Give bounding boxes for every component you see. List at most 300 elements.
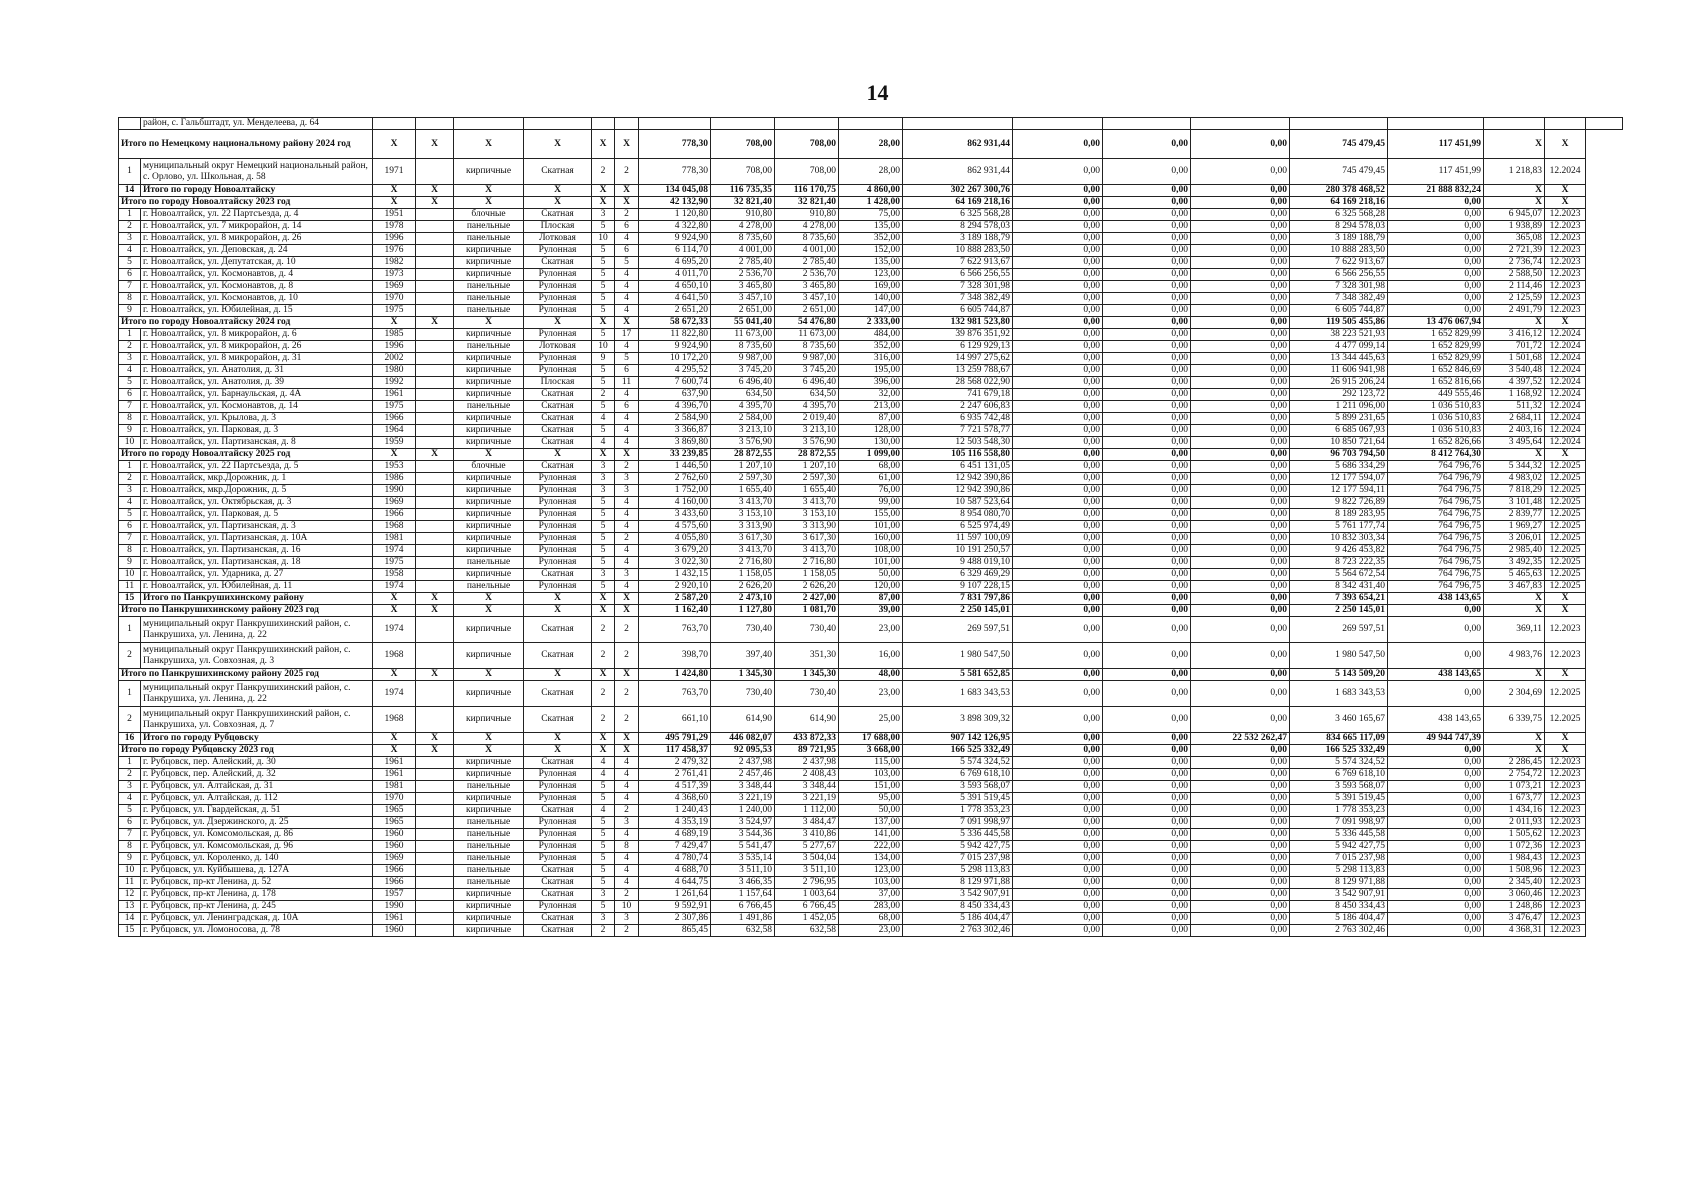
cell-col-16: 0,00	[1191, 757, 1290, 769]
cell-col-19: 511,32	[1484, 401, 1545, 413]
cell-col-8: X	[615, 317, 639, 329]
row-number: 5	[119, 509, 141, 521]
cell-col-5: X	[454, 593, 524, 605]
cell-col-3: 1970	[373, 793, 416, 805]
cell-col-7: 2	[592, 389, 615, 401]
cell-col-20: 12.2023	[1545, 925, 1586, 937]
cell-col-16: 0,00	[1191, 425, 1290, 437]
cell-col-4	[416, 805, 454, 817]
table-row	[119, 269, 1623, 281]
cell-col-4: X	[416, 185, 454, 197]
cell-col-14: 0,00	[1013, 533, 1103, 545]
cell-col-16: 0,00	[1191, 877, 1290, 889]
cell-col-3: 1982	[373, 257, 416, 269]
cell-col-13: 3 542 907,91	[903, 889, 1013, 901]
row-number: 2	[119, 769, 141, 781]
total-label: Итого по городу Рубцовску 2023 год	[119, 745, 373, 757]
cell-col-3: 1976	[373, 245, 416, 257]
cell-col-13: 12 503 548,30	[903, 437, 1013, 449]
cell-col-4	[416, 245, 454, 257]
cell-col-19: X	[1484, 449, 1545, 461]
cell-col-19: 1 984,43	[1484, 853, 1545, 865]
cell-col-19: 1 969,27	[1484, 521, 1545, 533]
cell-col-15: 0,00	[1103, 497, 1191, 509]
cell-col-8: 6	[615, 365, 639, 377]
cell-col-19: 1 168,92	[1484, 389, 1545, 401]
cell-col-15: 0,00	[1103, 389, 1191, 401]
cell-col-8: 4	[615, 853, 639, 865]
address-cell: муниципальный округ Панкрушихинский район, с. Панкрушиха, ул. Совхозная, д. 7	[141, 707, 373, 733]
cell-col-12: 50,00	[839, 569, 903, 581]
cell-col-18: 0,00	[1388, 745, 1484, 757]
cell-col-9: 4 695,20	[639, 257, 711, 269]
cell-col-17: 5 336 445,58	[1290, 829, 1388, 841]
cell-col-14: 0,00	[1013, 389, 1103, 401]
cell-col-17: 292 123,72	[1290, 389, 1388, 401]
cell-col-6: X	[524, 197, 592, 209]
row-number: 4	[119, 245, 141, 257]
table-row	[119, 341, 1623, 353]
cell-col-14: 0,00	[1013, 865, 1103, 877]
cell-col-7: X	[592, 449, 615, 461]
cell-col-13: 3 189 188,79	[903, 233, 1013, 245]
cell-col-4	[416, 461, 454, 473]
cell-col-20: X	[1545, 669, 1586, 681]
cell-col-5: кирпичные	[454, 707, 524, 733]
cell-col-20: 12.2023	[1545, 221, 1586, 233]
cell-col-19: 1 218,83	[1484, 159, 1545, 185]
cell-col-11: 6 496,40	[775, 377, 839, 389]
row-number: 2	[119, 221, 141, 233]
cell-col-8: 4	[615, 233, 639, 245]
row-number: 5	[119, 257, 141, 269]
cell-col-14: 0,00	[1013, 281, 1103, 293]
cell-col-12: 39,00	[839, 605, 903, 617]
cell-col-7	[592, 118, 615, 130]
cell-col-19: X	[1484, 317, 1545, 329]
cell-col-13: 5 298 113,83	[903, 865, 1013, 877]
cell-col-10: 3 153,10	[711, 509, 775, 521]
address-cell: г. Новоалтайск, ул. Парковая, д. 3	[141, 425, 373, 437]
cell-col-14: 0,00	[1013, 269, 1103, 281]
cell-col-17: 10 850 721,64	[1290, 437, 1388, 449]
cell-col-3: 1968	[373, 521, 416, 533]
cell-col-5: кирпичные	[454, 353, 524, 365]
cell-col-12: 95,00	[839, 793, 903, 805]
cell-col-14: 0,00	[1013, 509, 1103, 521]
cell-col-17: 7 348 382,49	[1290, 293, 1388, 305]
cell-col-5: кирпичные	[454, 437, 524, 449]
cell-col-8: 2	[615, 707, 639, 733]
table-row	[119, 485, 1623, 497]
address-cell: г. Рубцовск, ул. Куйбышева, д. 127А	[141, 865, 373, 877]
cell-col-8: 4	[615, 341, 639, 353]
cell-col-19: 2 114,46	[1484, 281, 1545, 293]
cell-col-16: 0,00	[1191, 317, 1290, 329]
cell-col-10: 3 466,35	[711, 877, 775, 889]
cell-col-11: 3 348,44	[775, 781, 839, 793]
cell-col-10: 632,58	[711, 925, 775, 937]
cell-col-18: 1 036 510,83	[1388, 413, 1484, 425]
cell-col-4	[416, 853, 454, 865]
table-row	[119, 425, 1623, 437]
cell-col-20: X	[1545, 449, 1586, 461]
cell-col-6: X	[524, 733, 592, 745]
cell-col-4	[416, 569, 454, 581]
cell-col-17: 6 605 744,87	[1290, 305, 1388, 317]
cell-col-14: 0,00	[1013, 377, 1103, 389]
cell-col-11: 2 437,98	[775, 757, 839, 769]
cell-col-20: 12.2025	[1545, 521, 1586, 533]
cell-col-16: 0,00	[1191, 769, 1290, 781]
cell-col-10: 1 345,30	[711, 669, 775, 681]
cell-col-13: 5 336 445,58	[903, 829, 1013, 841]
address-cell: г. Рубцовск, ул. Дзержинского, д. 25	[141, 817, 373, 829]
cell-col-3: X	[373, 745, 416, 757]
cell-col-16: 0,00	[1191, 437, 1290, 449]
cell-col-6: Рулонная	[524, 817, 592, 829]
cell-col-20: 12.2023	[1545, 901, 1586, 913]
cell-col-8: 4	[615, 281, 639, 293]
cell-col-12: 3 668,00	[839, 745, 903, 757]
cell-col-19: 1 673,77	[1484, 793, 1545, 805]
cell-col-9: 661,10	[639, 707, 711, 733]
cell-col-7: 5	[592, 901, 615, 913]
cell-col-17: 64 169 218,16	[1290, 197, 1388, 209]
cell-col-15: 0,00	[1103, 913, 1191, 925]
cell-col-16: 0,00	[1191, 485, 1290, 497]
cell-col-16: 0,00	[1191, 533, 1290, 545]
cell-col-16: 0,00	[1191, 865, 1290, 877]
cell-col-20: X	[1545, 733, 1586, 745]
cell-col-19: 1 434,16	[1484, 805, 1545, 817]
cell-col-17: 8 342 431,40	[1290, 581, 1388, 593]
cell-col-16: 0,00	[1191, 377, 1290, 389]
cell-col-19: 5 344,32	[1484, 461, 1545, 473]
cell-col-13: 6 566 256,55	[903, 269, 1013, 281]
row-number: 2	[119, 643, 141, 669]
cell-col-19: 1 938,89	[1484, 221, 1545, 233]
cell-col-3: 1961	[373, 389, 416, 401]
cell-col-12: 61,00	[839, 473, 903, 485]
cell-col-20: X	[1545, 745, 1586, 757]
cell-col-3: 1964	[373, 425, 416, 437]
cell-col-13: 862 931,44	[903, 159, 1013, 185]
table-row	[119, 901, 1623, 913]
cell-col-14: 0,00	[1013, 733, 1103, 745]
cell-col-8: 3	[615, 473, 639, 485]
address-cell: г. Новоалтайск, ул. Космонавтов, д. 14	[141, 401, 373, 413]
cell-col-14: 0,00	[1013, 245, 1103, 257]
cell-col-12: 316,00	[839, 353, 903, 365]
cell-col-14: 0,00	[1013, 437, 1103, 449]
cell-col-9: 4 295,52	[639, 365, 711, 377]
cell-col-5: кирпичные	[454, 329, 524, 341]
cell-col-14: 0,00	[1013, 221, 1103, 233]
cell-col-14: 0,00	[1013, 293, 1103, 305]
cell-col-15: 0,00	[1103, 353, 1191, 365]
cell-col-13: 1 778 353,23	[903, 805, 1013, 817]
address-cell: г. Новоалтайск, ул. Анатолия, д. 31	[141, 365, 373, 377]
cell-col-14: 0,00	[1013, 497, 1103, 509]
cell-col-11: 89 721,95	[775, 745, 839, 757]
cell-col-4	[416, 817, 454, 829]
cell-col-12: 23,00	[839, 617, 903, 643]
cell-col-12: 151,00	[839, 781, 903, 793]
cell-col-20: 12.2025	[1545, 569, 1586, 581]
cell-col-12: 76,00	[839, 485, 903, 497]
cell-col-11: 2 536,70	[775, 269, 839, 281]
cell-col-19: 369,11	[1484, 617, 1545, 643]
cell-col-19: X	[1484, 593, 1545, 605]
cell-col-6: Скатная	[524, 413, 592, 425]
cell-col-15	[1103, 118, 1191, 130]
cell-col-9: 4 368,60	[639, 793, 711, 805]
table-row	[119, 118, 1623, 130]
address-cell: муниципальный округ Панкрушихинский район, с. Панкрушиха, ул. Ленина, д. 22	[141, 681, 373, 707]
cell-col-16: 0,00	[1191, 461, 1290, 473]
cell-col-17: 5 143 509,20	[1290, 669, 1388, 681]
table-row	[119, 889, 1623, 901]
cell-col-8: 4	[615, 389, 639, 401]
cell-col-5: панельные	[454, 221, 524, 233]
cell-col-15: 0,00	[1103, 365, 1191, 377]
cell-col-12: 101,00	[839, 557, 903, 569]
cell-col-10: 2 584,00	[711, 413, 775, 425]
cell-col-12: 120,00	[839, 581, 903, 593]
address-cell: г. Рубцовск, пр-кт Ленина, д. 178	[141, 889, 373, 901]
cell-col-18: 0,00	[1388, 853, 1484, 865]
cell-col-19: 2 985,40	[1484, 545, 1545, 557]
cell-col-14: 0,00	[1013, 707, 1103, 733]
cell-col-4	[416, 865, 454, 877]
cell-col-18: 0,00	[1388, 221, 1484, 233]
cell-col-9: 2 584,90	[639, 413, 711, 425]
cell-col-13: 7 831 797,86	[903, 593, 1013, 605]
cell-col-12: 1 099,00	[839, 449, 903, 461]
cell-col-5: панельные	[454, 581, 524, 593]
cell-col-15: 0,00	[1103, 159, 1191, 185]
cell-col-13: 8 450 334,43	[903, 901, 1013, 913]
cell-col-15: 0,00	[1103, 293, 1191, 305]
cell-col-6: Рулонная	[524, 829, 592, 841]
cell-col-19: 2 011,93	[1484, 817, 1545, 829]
cell-col-18: 0,00	[1388, 209, 1484, 221]
table-row	[119, 473, 1623, 485]
cell-col-14: 0,00	[1013, 901, 1103, 913]
cell-col-18: 0,00	[1388, 293, 1484, 305]
table-row	[119, 913, 1623, 925]
cell-col-15: 0,00	[1103, 925, 1191, 937]
cell-col-13: 3 898 309,32	[903, 707, 1013, 733]
section-label: Итого по Панкрушихинскому району	[141, 593, 373, 605]
address-cell: г. Новоалтайск, ул. Юбилейная, д. 11	[141, 581, 373, 593]
cell-col-8: X	[615, 449, 639, 461]
cell-col-9: 1 424,80	[639, 669, 711, 681]
cell-col-11: 9 987,00	[775, 353, 839, 365]
cell-col-12: 352,00	[839, 341, 903, 353]
cell-col-18: 764 796,75	[1388, 509, 1484, 521]
cell-col-7: X	[592, 593, 615, 605]
table-row	[119, 221, 1623, 233]
cell-col-10: 1 491,86	[711, 913, 775, 925]
cell-col-10: 2 473,10	[711, 593, 775, 605]
cell-col-19: X	[1484, 745, 1545, 757]
row-number: 10	[119, 437, 141, 449]
cell-col-9: 1 261,64	[639, 889, 711, 901]
cell-col-7: 5	[592, 497, 615, 509]
cell-col-4	[416, 353, 454, 365]
cell-col-10: 3 465,80	[711, 281, 775, 293]
cell-col-13: 7 328 301,98	[903, 281, 1013, 293]
row-number: 15	[119, 593, 141, 605]
cell-col-13: 269 597,51	[903, 617, 1013, 643]
cell-col-6: Скатная	[524, 401, 592, 413]
cell-col-3: 1990	[373, 485, 416, 497]
cell-col-3: 1960	[373, 925, 416, 937]
cell-col-5: кирпичные	[454, 913, 524, 925]
cell-col-7: 2	[592, 643, 615, 669]
cell-col-13: 7 091 998,97	[903, 817, 1013, 829]
table-row	[119, 257, 1623, 269]
cell-col-15: 0,00	[1103, 185, 1191, 197]
cell-col-10: 910,80	[711, 209, 775, 221]
cell-col-8: 4	[615, 557, 639, 569]
cell-col-18: 764 796,75	[1388, 485, 1484, 497]
cell-col-9: 1 162,40	[639, 605, 711, 617]
cell-col-14: 0,00	[1013, 257, 1103, 269]
cell-col-5: кирпичные	[454, 681, 524, 707]
cell-col-20: 12.2024	[1545, 159, 1586, 185]
cell-col-17: 7 015 237,98	[1290, 853, 1388, 865]
address-cell: г. Новоалтайск, ул. Юбилейная, д. 15	[141, 305, 373, 317]
cell-col-12: 115,00	[839, 757, 903, 769]
row-number: 9	[119, 853, 141, 865]
total-label: Итого по городу Новоалтайску 2023 год	[119, 197, 373, 209]
cell-col-10: 28 872,55	[711, 449, 775, 461]
cell-col-20: 12.2025	[1545, 707, 1586, 733]
cell-col-9: 778,30	[639, 159, 711, 185]
cell-col-17: 119 505 455,86	[1290, 317, 1388, 329]
table-row	[119, 817, 1623, 829]
cell-col-6: Рулонная	[524, 545, 592, 557]
cell-col-13	[903, 118, 1013, 130]
cell-col-10: 92 095,53	[711, 745, 775, 757]
cell-col-16: 0,00	[1191, 745, 1290, 757]
cell-col-20	[1545, 118, 1586, 130]
row-number: 8	[119, 413, 141, 425]
cell-col-4	[416, 485, 454, 497]
cell-col-14: 0,00	[1013, 643, 1103, 669]
cell-col-17: 7 622 913,67	[1290, 257, 1388, 269]
cell-col-20: 12.2024	[1545, 329, 1586, 341]
table-body	[119, 118, 1623, 937]
cell-col-12: 23,00	[839, 681, 903, 707]
table-row	[119, 365, 1623, 377]
cell-col-15: 0,00	[1103, 269, 1191, 281]
cell-col-10: 1 240,00	[711, 805, 775, 817]
address-cell: г. Рубцовск, пер. Алейский, д. 32	[141, 769, 373, 781]
cell-col-5: панельные	[454, 305, 524, 317]
cell-col-4	[416, 305, 454, 317]
cell-col-17: 5 761 177,74	[1290, 521, 1388, 533]
cell-col-11	[775, 118, 839, 130]
cell-col-6: Рулонная	[524, 485, 592, 497]
cell-col-11: 2 785,40	[775, 257, 839, 269]
cell-col-14: 0,00	[1013, 913, 1103, 925]
cell-col-12: 137,00	[839, 817, 903, 829]
address-cell: г. Новоалтайск, ул. Октябрьская, д. 3	[141, 497, 373, 509]
cell-col-20: 12.2024	[1545, 389, 1586, 401]
cell-col-21	[1586, 118, 1623, 130]
cell-col-3: X	[373, 605, 416, 617]
cell-col-17: 13 344 445,63	[1290, 353, 1388, 365]
cell-col-17: 6 685 067,93	[1290, 425, 1388, 437]
cell-col-6	[524, 118, 592, 130]
address-cell: г. Новоалтайск, ул. Партизанская, д. 16	[141, 545, 373, 557]
cell-col-18: 49 944 747,39	[1388, 733, 1484, 745]
cell-col-9: 4 517,39	[639, 781, 711, 793]
cell-col-12: 283,00	[839, 901, 903, 913]
cell-col-18: 1 036 510,83	[1388, 425, 1484, 437]
cell-col-13: 9 107 228,15	[903, 581, 1013, 593]
cell-col-14: 0,00	[1013, 545, 1103, 557]
cell-col-11: 3 313,90	[775, 521, 839, 533]
cell-col-20: 12.2023	[1545, 889, 1586, 901]
cell-col-6: Рулонная	[524, 281, 592, 293]
cell-col-4	[416, 293, 454, 305]
cell-col-20: 12.2023	[1545, 257, 1586, 269]
cell-col-5: кирпичные	[454, 365, 524, 377]
cell-col-18: 764 796,75	[1388, 521, 1484, 533]
cell-col-9: 3 022,30	[639, 557, 711, 569]
cell-col-20: 12.2025	[1545, 533, 1586, 545]
cell-col-7: 3	[592, 889, 615, 901]
cell-col-9: 1 432,15	[639, 569, 711, 581]
cell-col-18: 0,00	[1388, 233, 1484, 245]
cell-col-13: 5 581 652,85	[903, 669, 1013, 681]
cell-col-11: 3 617,30	[775, 533, 839, 545]
cell-col-4: X	[416, 605, 454, 617]
cell-col-14: 0,00	[1013, 130, 1103, 159]
cell-col-15: 0,00	[1103, 781, 1191, 793]
cell-col-11: 730,40	[775, 681, 839, 707]
cell-col-12: 32,00	[839, 389, 903, 401]
cell-col-5: кирпичные	[454, 473, 524, 485]
table-row	[119, 569, 1623, 581]
cell-col-7: 4	[592, 805, 615, 817]
cell-col-16: 0,00	[1191, 341, 1290, 353]
cell-col-13: 2 250 145,01	[903, 605, 1013, 617]
cell-col-7: 10	[592, 341, 615, 353]
cell-col-3: 1990	[373, 901, 416, 913]
table-row	[119, 793, 1623, 805]
cell-col-18: 764 796,79	[1388, 473, 1484, 485]
cell-col-6: X	[524, 317, 592, 329]
row-number: 4	[119, 365, 141, 377]
cell-col-10: 2 437,98	[711, 757, 775, 769]
cell-col-16	[1191, 118, 1290, 130]
cell-col-10: 446 082,07	[711, 733, 775, 745]
cell-col-16: 0,00	[1191, 209, 1290, 221]
cell-col-15: 0,00	[1103, 221, 1191, 233]
cell-col-7: 5	[592, 269, 615, 281]
cell-col-15: 0,00	[1103, 317, 1191, 329]
address-cell: г. Новоалтайск, ул. Крылова, д. 3	[141, 413, 373, 425]
address-cell: г. Новоалтайск, ул. Космонавтов, д. 8	[141, 281, 373, 293]
cell-col-11: 6 766,45	[775, 901, 839, 913]
cell-col-13: 907 142 126,95	[903, 733, 1013, 745]
